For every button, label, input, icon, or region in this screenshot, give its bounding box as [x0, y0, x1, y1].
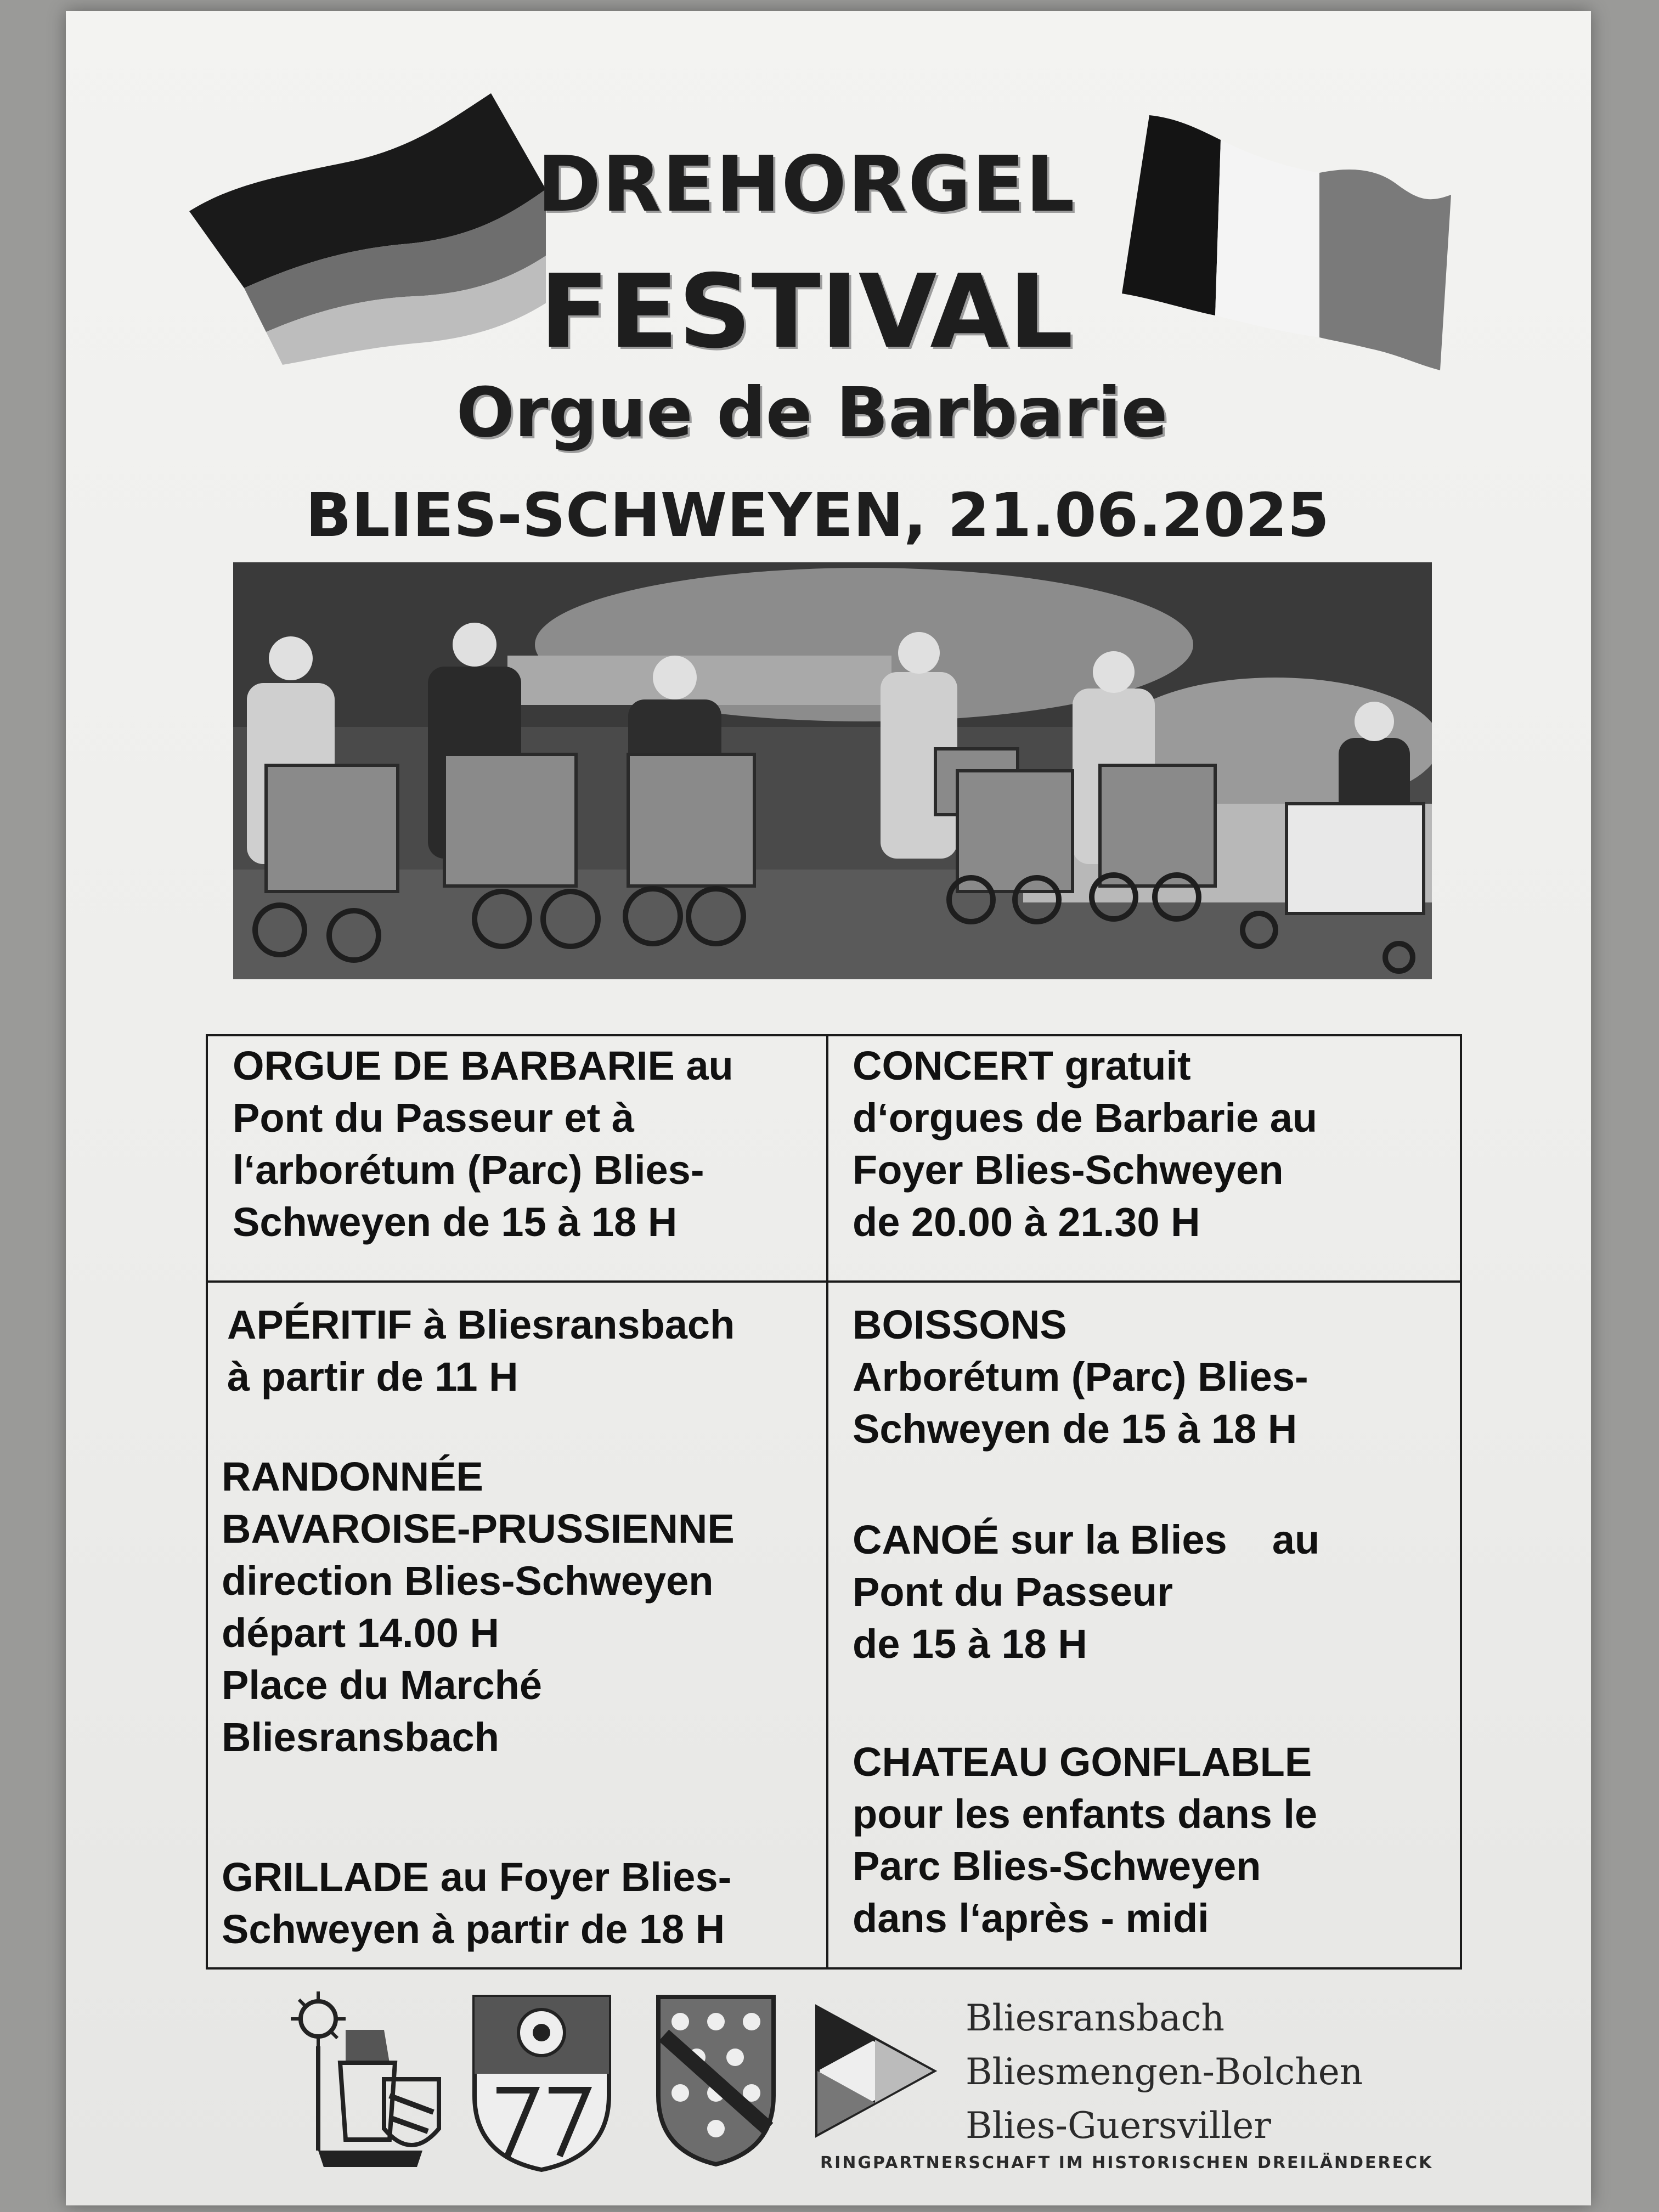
coat-of-arms-rose-icon: [469, 1991, 614, 2172]
coat-of-arms-fleur-de-lis-icon: [653, 1991, 779, 2167]
cell-chateau-gonflable: [853, 1736, 1317, 1944]
table-divider-horizontal: [208, 1280, 1460, 1283]
text-line: CANOÉ sur la Blies au: [853, 1517, 1320, 1562]
text-line: Pont du Passeur et à: [233, 1095, 634, 1141]
text-line: Foyer Blies-Schweyen: [853, 1147, 1284, 1193]
flyer-paper: [66, 11, 1591, 2205]
text-line: direction Blies-Schweyen: [222, 1558, 714, 1604]
barrel-organ-photo: [233, 562, 1432, 979]
cell-randonnee: [222, 1451, 735, 1763]
text-line: ORGUE DE BARBARIE au: [233, 1043, 733, 1088]
text-line: l‘arborétum (Parc) Blies-: [233, 1147, 704, 1193]
text-line: Parc Blies-Schweyen: [853, 1843, 1261, 1889]
cell-boissons: [853, 1299, 1308, 1455]
title-orgue-de-barbarie: Orgue de Barbarie: [456, 373, 1168, 453]
text-line: Schweyen à partir de 18 H: [222, 1906, 725, 1952]
text-line: CHATEAU GONFLABLE: [853, 1739, 1312, 1785]
text-line: Pont du Passeur: [853, 1569, 1173, 1615]
cell-orgue-de-barbarie: [233, 1040, 733, 1248]
text-line: départ 14.00 H: [222, 1610, 499, 1656]
program-table: [206, 1034, 1462, 1970]
cell-concert: [853, 1040, 1317, 1248]
text-line: pour les enfants dans le: [853, 1791, 1318, 1837]
text-line: Arborétum (Parc) Blies-: [853, 1354, 1308, 1400]
text-line: BAVAROISE-PRUSSIENNE: [222, 1506, 735, 1551]
title-place-date: BLIES-SCHWEYEN, 21.06.2025: [305, 480, 1330, 550]
town-bliesmengen-bolchen: Bliesmengen-Bolchen: [966, 2051, 1363, 2093]
table-divider-vertical: [826, 1036, 828, 1967]
text-line: d‘orgues de Barbarie au: [853, 1095, 1318, 1141]
text-line: dans l‘après - midi: [853, 1895, 1209, 1941]
town-bliesransbach: Bliesransbach: [966, 1997, 1224, 2039]
text-line: RANDONNÉE: [222, 1454, 483, 1499]
text-line: GRILLADE au Foyer Blies-: [222, 1854, 732, 1900]
text-line: APÉRITIF à Bliesransbach: [227, 1302, 735, 1347]
text-line: Schweyen de 15 à 18 H: [853, 1406, 1297, 1452]
text-line: à partir de 11 H: [227, 1354, 518, 1400]
cell-canoe: [853, 1514, 1319, 1670]
cell-aperitif: [227, 1299, 735, 1403]
text-line: Bliesransbach: [222, 1714, 499, 1760]
title-festival: FESTIVAL: [539, 252, 1074, 371]
partner-towns: [966, 1991, 1363, 2153]
title-drehorgel: DREHORGEL: [537, 140, 1076, 229]
cell-grillade: [222, 1851, 731, 1955]
text-line: CONCERT gratuit: [853, 1043, 1191, 1088]
text-line: de 20.00 à 21.30 H: [853, 1199, 1200, 1245]
town-blies-guersviller: Blies-Guersviller: [966, 2104, 1271, 2147]
footer-ringpartnerschaft: RINGPARTNERSCHAFT IM HISTORISCHEN DREILÄNDERECK: [820, 2153, 1434, 2172]
text-line: de 15 à 18 H: [853, 1621, 1087, 1667]
text-line: Place du Marché: [222, 1662, 543, 1708]
text-line: Schweyen de 15 à 18 H: [233, 1199, 678, 1245]
text-line: BOISSONS: [853, 1302, 1067, 1347]
ringpartnerschaft-triangle-logo-icon: [812, 2002, 938, 2140]
coat-of-arms-sunflower-knight-icon: [285, 1986, 450, 2172]
